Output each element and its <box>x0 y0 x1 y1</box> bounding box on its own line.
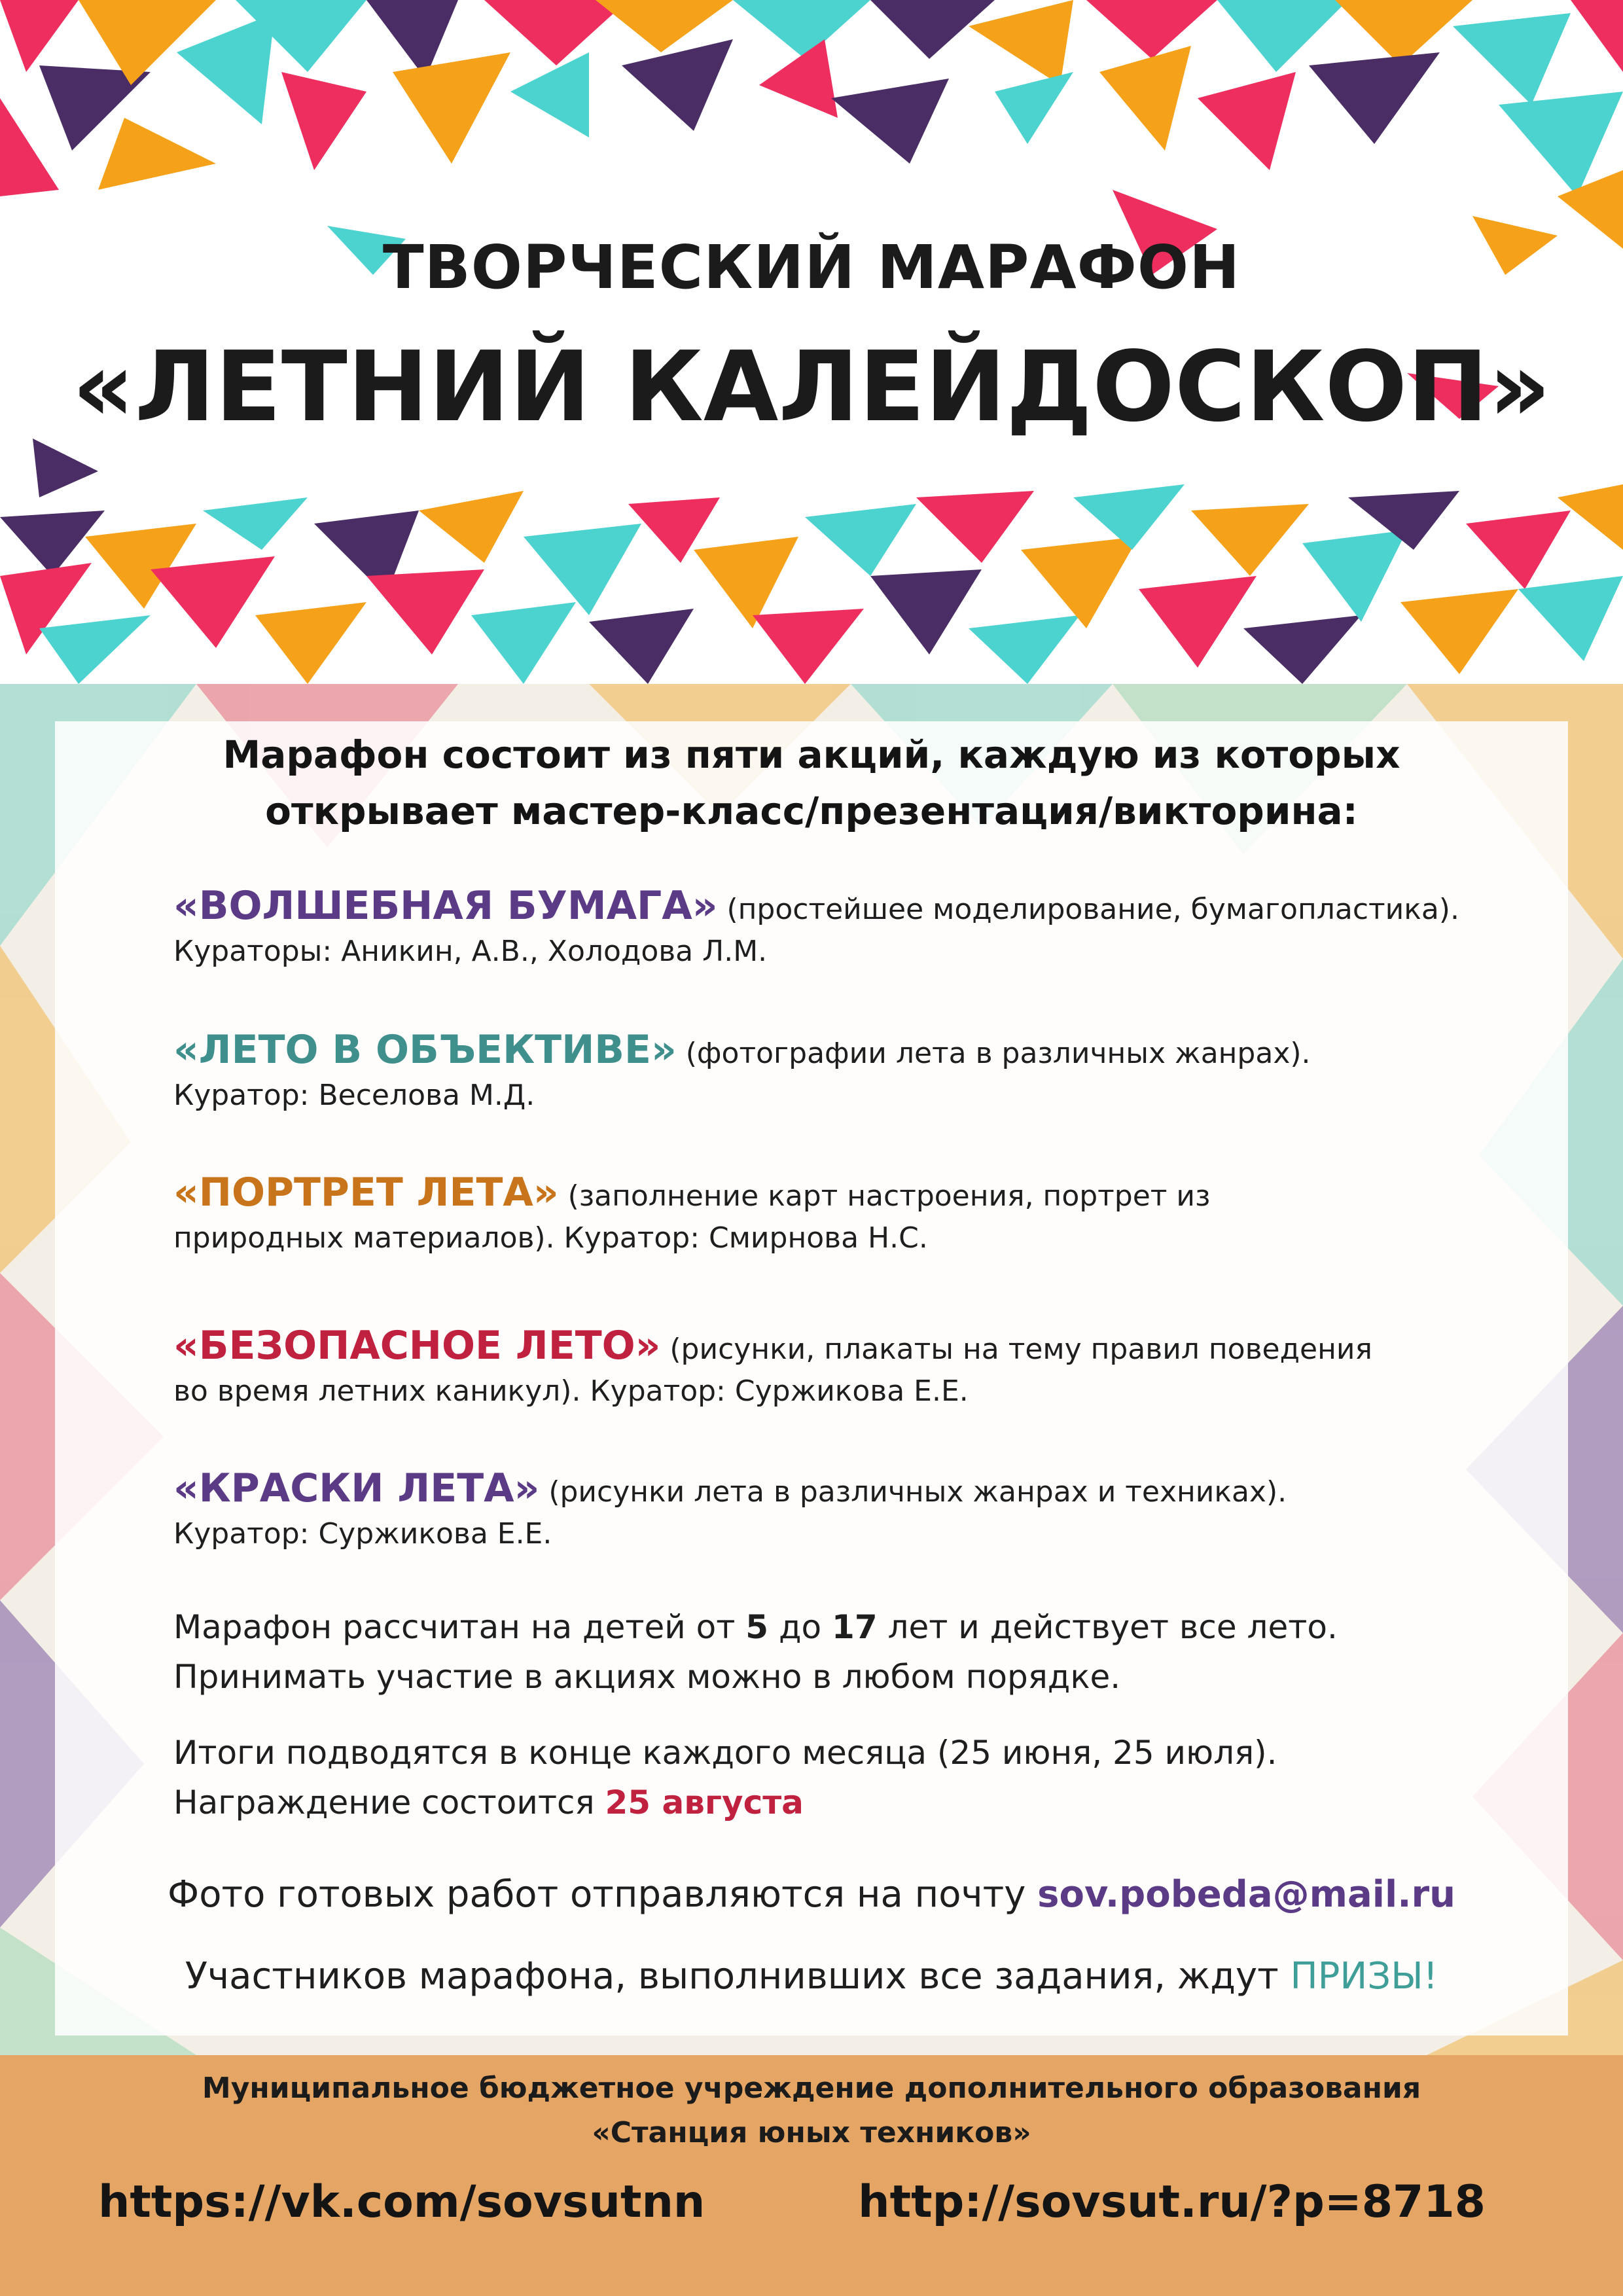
action-curator: природных материалов). Куратор: Смирнова Н.С. <box>173 1221 928 1255</box>
action-curator: Куратор: Суржикова Е.Е. <box>173 1517 552 1551</box>
organization-name-line-1: Муниципальное бюджетное учреждение дополнительного образования <box>202 2072 1421 2105</box>
email-link[interactable]: sov.pobeda@mail.ru <box>1037 1873 1455 1916</box>
action-item <box>173 1029 1522 1117</box>
action-curator: Куратор: Веселова М.Д. <box>173 1079 535 1112</box>
action-item <box>173 1172 1522 1259</box>
prizes-word: ПРИЗЫ! <box>1290 1955 1438 1998</box>
action-name: «БЕЗОПАСНОЕ ЛЕТО» <box>173 1323 661 1369</box>
prizes-line <box>0 1950 1623 2003</box>
action-curator: Кураторы: Аникин, А.В., Холодова Л.М. <box>173 935 768 968</box>
title-line-1: ТВОРЧЕСКИЙ МАРАФОН <box>382 232 1241 302</box>
action-description: (фотографии лета в различных жанрах). <box>676 1037 1311 1070</box>
action-name: «ПОРТРЕТ ЛЕТА» <box>173 1170 559 1215</box>
age-info-suffix: лет и действует все лето. <box>877 1608 1338 1646</box>
photo-prefix: Фото готовых работ отправляются на почту <box>168 1873 1038 1916</box>
results-line: Итоги подводятся в конце каждого месяца (25 июня, 25 июля). <box>173 1734 1277 1772</box>
intro-text <box>0 726 1623 839</box>
action-description: (простейшее моделирование, бумагопластика). <box>717 893 1459 926</box>
action-description: (рисунки, плакаты на тему правил поведения <box>660 1333 1372 1366</box>
award-date: 25 августа <box>605 1784 804 1821</box>
action-item <box>173 1467 1522 1555</box>
age-info-middle: до <box>768 1608 832 1646</box>
intro-line-2: открывает мастер-класс/презентация/викторина: <box>265 789 1358 833</box>
photo-submission-line <box>0 1869 1623 1921</box>
award-prefix: Награждение состоится <box>173 1784 605 1821</box>
results-info <box>173 1728 1548 1827</box>
title-line-2: «ЛЕТНИЙ КАЛЕЙДОСКОП» <box>72 331 1551 443</box>
vk-link[interactable]: https://vk.com/sovsutnn <box>98 2176 705 2228</box>
action-description: (заполнение карт настроения, портрет из <box>558 1179 1211 1213</box>
action-name: «КРАСКИ ЛЕТА» <box>173 1465 540 1511</box>
action-name: «ВОЛШЕБНАЯ БУМАГА» <box>173 883 718 929</box>
organization-name-line-2: «Станция юных техников» <box>592 2116 1031 2149</box>
action-curator: во время летних каникул). Куратор: Суржикова Е.Е. <box>173 1374 969 1408</box>
age-info <box>173 1602 1548 1702</box>
age-info-prefix: Марафон рассчитан на детей от <box>173 1608 746 1646</box>
order-note: Принимать участие в акциях можно в любом порядке. <box>173 1658 1121 1696</box>
action-item <box>173 885 1522 973</box>
action-item <box>173 1325 1522 1412</box>
intro-line-1: Марафон состоит из пяти акций, каждую из которых <box>223 732 1400 777</box>
prizes-prefix: Участников марафона, выполнивших все задания, ждут <box>185 1955 1291 1998</box>
action-name: «ЛЕТО В ОБЪЕКТИВЕ» <box>173 1027 677 1073</box>
action-description: (рисунки лета в различных жанрах и техниках). <box>539 1475 1287 1509</box>
age-to: 17 <box>832 1608 878 1646</box>
website-link[interactable]: http://sovsut.ru/?p=8718 <box>858 2176 1486 2228</box>
age-from: 5 <box>745 1608 769 1646</box>
